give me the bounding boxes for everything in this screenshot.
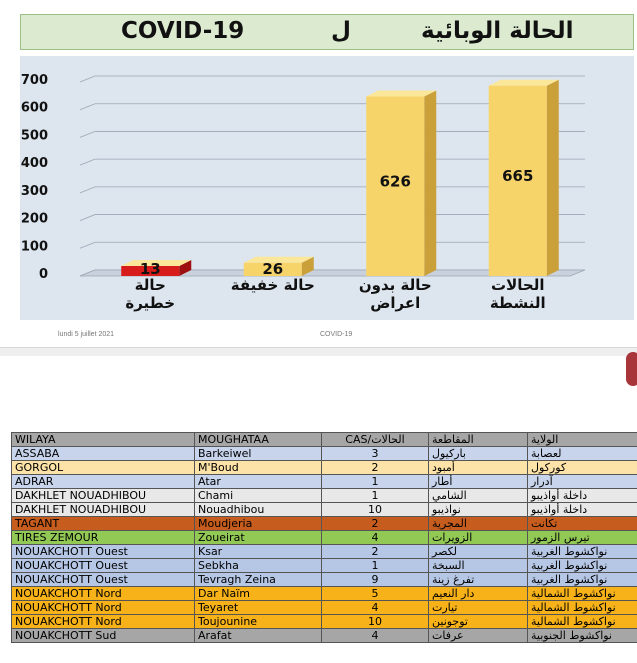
cell-cas: 4 (322, 531, 429, 545)
cell-wilaya: DAKHLET NOUADHIBOU (12, 503, 195, 517)
cell-cas: 9 (322, 573, 429, 587)
title-latin: COVID-19 (121, 18, 245, 44)
cell-moughataa-ar: أطار (429, 475, 528, 489)
cell-wilaya-ar: نواكشوط الغربية (528, 545, 637, 559)
bar-value-label: 665 (502, 166, 534, 185)
cell-cas: 1 (322, 559, 429, 573)
cell-moughataa: Zoueirat (195, 531, 322, 545)
cell-wilaya: GORGOL (12, 461, 195, 475)
table-row (12, 517, 637, 531)
header-cas: CAS/الحالات (322, 433, 429, 447)
cell-moughataa-ar: عرفات (429, 629, 528, 643)
cell-moughataa: Teyaret (195, 601, 322, 615)
bar-value-label: 626 (379, 172, 411, 191)
cell-wilaya: NOUAKCHOTT Nord (12, 601, 195, 615)
cell-cas: 2 (322, 517, 429, 531)
table-header-row (12, 433, 637, 447)
cell-cas: 4 (322, 601, 429, 615)
table-row (12, 615, 637, 629)
bar-value-label: 13 (139, 260, 161, 278)
y-tick-label: 0 (38, 267, 48, 282)
cell-wilaya: DAKHLET NOUADHIBOU (12, 489, 195, 503)
decorative-virus-icon (626, 352, 637, 386)
cell-cas: 1 (322, 489, 429, 503)
cell-moughataa-ar: الزويرات (429, 531, 528, 545)
table-row (12, 503, 637, 517)
category-label: الحالات (491, 276, 545, 294)
table-row (12, 489, 637, 503)
table-row (12, 601, 637, 615)
cell-moughataa: Sebkha (195, 559, 322, 573)
y-tick-label: 700 (20, 73, 48, 88)
cell-wilaya-ar: تكانت (528, 517, 637, 531)
cell-moughataa-ar: السبخة (429, 559, 528, 573)
cell-moughataa: Moudjeria (195, 517, 322, 531)
cell-wilaya-ar: نواكشوط الشمالية (528, 615, 637, 629)
table-row (12, 629, 637, 643)
cell-wilaya-ar: نواكشوط الجنوبية (528, 629, 637, 643)
footer-date: lundi 5 juillet 2021 (58, 331, 115, 338)
y-tick-label: 100 (20, 239, 48, 255)
category-label: حالة خفيفة (230, 276, 315, 294)
category-label: النشطة (489, 294, 546, 312)
table-row (12, 587, 637, 601)
cell-wilaya: NOUAKCHOTT Nord (12, 587, 195, 601)
cell-wilaya: NOUAKCHOTT Nord (12, 615, 195, 629)
category-label: حالة بدون (358, 276, 432, 294)
bar-side (547, 80, 559, 276)
bar-side (424, 91, 436, 276)
cell-moughataa-ar: الشامي (429, 489, 528, 503)
cell-cas: 2 (322, 461, 429, 475)
header-wilaya-ar: الولاية (528, 433, 637, 447)
table-row (12, 531, 637, 545)
cell-moughataa: Chami (195, 489, 322, 503)
bar-top (489, 80, 559, 86)
title-arabic: الحالة الوبائية (421, 18, 574, 44)
cell-moughataa-ar: باركيول (429, 447, 528, 461)
bar-value-label: 26 (262, 260, 284, 278)
cell-wilaya-ar: لعصابة (528, 447, 637, 461)
cell-moughataa-ar: توجونين (429, 615, 528, 629)
cell-wilaya-ar: نواكشوط الغربية (528, 559, 637, 573)
header-wilaya: WILAYA (12, 433, 195, 447)
header-moughataa-ar: المقاطعة (429, 433, 528, 447)
cell-moughataa-ar: لكصر (429, 545, 528, 559)
bar-top (366, 91, 436, 97)
cell-wilaya: TIRES ZEMOUR (12, 531, 195, 545)
table-row (12, 447, 637, 461)
cell-cas: 5 (322, 587, 429, 601)
cell-wilaya-ar: نواكشوط الشمالية (528, 601, 637, 615)
cell-moughataa: Atar (195, 475, 322, 489)
cell-wilaya: NOUAKCHOTT Ouest (12, 573, 195, 587)
slide-divider (0, 347, 637, 356)
cell-moughataa-ar: أمبود (429, 461, 528, 475)
cell-cas: 4 (322, 629, 429, 643)
cell-moughataa-ar: تفرغ زينة (429, 573, 528, 587)
cell-cas: 3 (322, 447, 429, 461)
cell-wilaya-ar: آدرار (528, 475, 637, 489)
category-label: خطيرة (125, 294, 176, 312)
cell-moughataa: Barkeiwel (195, 447, 322, 461)
cases-table (11, 432, 637, 643)
cell-moughataa: Dar Naïm (195, 587, 322, 601)
cell-moughataa: M'Boud (195, 461, 322, 475)
table-row (12, 475, 637, 489)
cell-wilaya-ar: نواكشوط الغربية (528, 573, 637, 587)
y-tick-label: 500 (20, 128, 48, 144)
cell-wilaya-ar: نواكشوط الشمالية (528, 587, 637, 601)
cell-wilaya: NOUAKCHOTT Ouest (12, 559, 195, 573)
cell-wilaya: ADRAR (12, 475, 195, 489)
cell-wilaya-ar: داخلة أواذيبو (528, 489, 637, 503)
y-tick-label: 400 (20, 156, 48, 172)
chart-area (20, 56, 634, 320)
cell-wilaya-ar: تيرس الزمور (528, 531, 637, 545)
table-row (12, 461, 637, 475)
cell-moughataa-ar: المجرية (429, 517, 528, 531)
cell-moughataa: Ksar (195, 545, 322, 559)
y-tick-label: 200 (20, 211, 48, 227)
cell-cas: 1 (322, 475, 429, 489)
cell-moughataa: Tevragh Zeina (195, 573, 322, 587)
cell-moughataa: Nouadhibou (195, 503, 322, 517)
cell-wilaya-ar: داخلة أواذيبو (528, 503, 637, 517)
cases-table-container (11, 432, 625, 643)
header-moughataa: MOUGHATAA (195, 433, 322, 447)
slide (10, 6, 632, 346)
cell-wilaya: TAGANT (12, 517, 195, 531)
footer-title: COVID-19 (320, 331, 353, 338)
category-label: اعراض (370, 294, 421, 312)
title-box (20, 14, 634, 50)
title-arabic-prefix: ل (331, 18, 351, 44)
cell-wilaya: ASSABA (12, 447, 195, 461)
cell-moughataa-ar: نواذيبو (429, 503, 528, 517)
table-row (12, 559, 637, 573)
cell-cas: 2 (322, 545, 429, 559)
y-tick-label: 300 (20, 183, 48, 199)
cell-cas: 10 (322, 503, 429, 517)
cell-moughataa: Arafat (195, 629, 322, 643)
cell-moughataa: Toujounine (195, 615, 322, 629)
table-row (12, 573, 637, 587)
cell-cas: 10 (322, 615, 429, 629)
cell-wilaya: NOUAKCHOTT Ouest (12, 545, 195, 559)
cell-moughataa-ar: تيارت (429, 601, 528, 615)
category-label: حالة (134, 276, 166, 294)
bar-chart (20, 56, 634, 320)
cell-wilaya: NOUAKCHOTT Sud (12, 629, 195, 643)
table-row (12, 545, 637, 559)
cell-wilaya-ar: كوركول (528, 461, 637, 475)
y-tick-label: 600 (20, 100, 48, 116)
cell-moughataa-ar: دار النعيم (429, 587, 528, 601)
